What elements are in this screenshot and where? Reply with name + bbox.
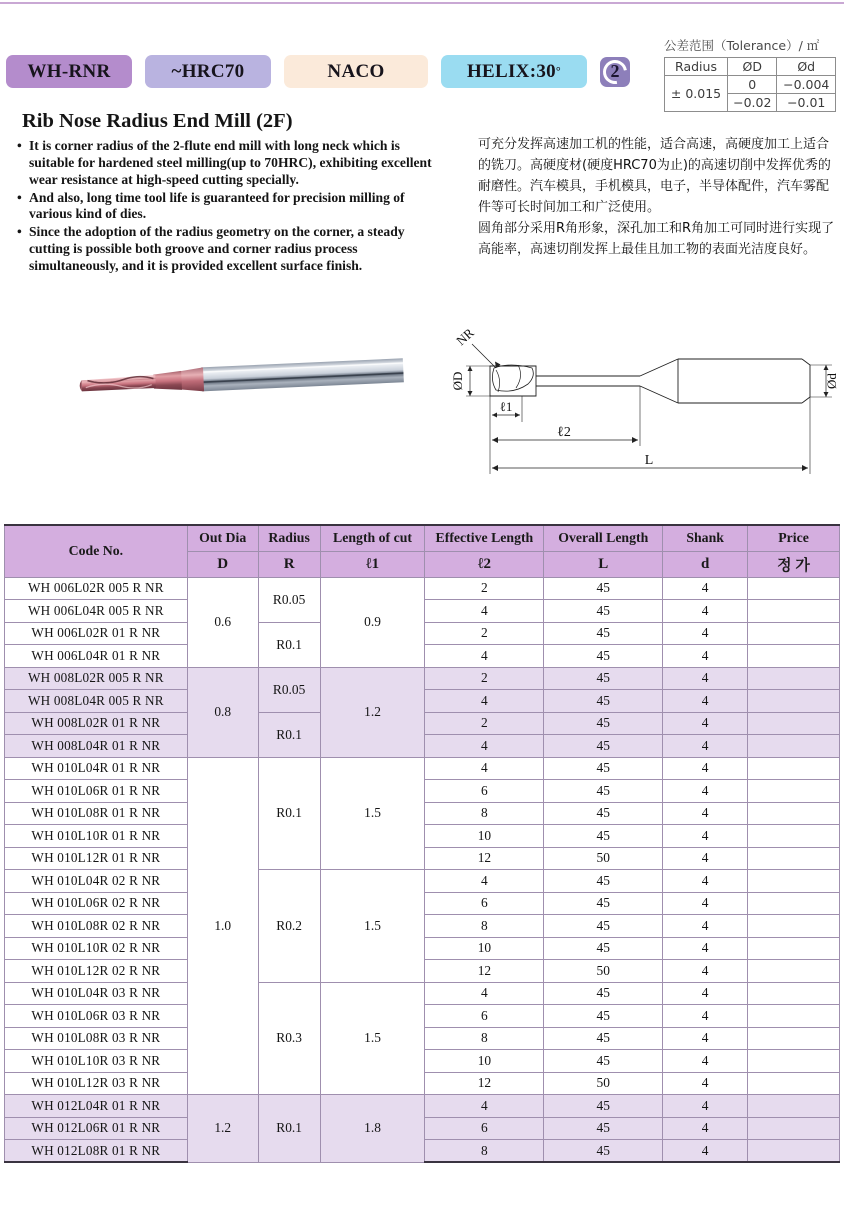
cell-price	[748, 870, 840, 893]
cell-code-no: WH 010L04R 01 R NR	[5, 757, 188, 780]
cell-overall-length: 45	[544, 735, 663, 758]
cell-effective-length: 12	[425, 1072, 544, 1095]
cell-radius: R0.3	[258, 982, 320, 1095]
cell-effective-length: 12	[425, 960, 544, 983]
cell-overall-length: 45	[544, 667, 663, 690]
cell-overall-length: 45	[544, 825, 663, 848]
cell-code-no: WH 010L04R 02 R NR	[5, 870, 188, 893]
cell-effective-length: 2	[425, 667, 544, 690]
list-item: • It is corner radius of the 2-flute end mill with long neck which is suitable for hardened steel milling(up to 70HRC), exhibiting excellent wear resistance at high-speed cutting specially.	[29, 138, 437, 189]
cell-price	[748, 667, 840, 690]
cell-shank: 4	[663, 1117, 748, 1140]
cell-code-no: WH 010L08R 03 R NR	[5, 1027, 188, 1050]
cell-code-no: WH 012L06R 01 R NR	[5, 1117, 188, 1140]
cell-length-of-cut: 1.2	[320, 667, 425, 757]
cell-overall-length: 45	[544, 1095, 663, 1118]
dim-label-od-small: Ød	[824, 373, 839, 389]
dim-label-nr: NR	[453, 325, 477, 349]
cell-shank: 4	[663, 937, 748, 960]
feature-list	[12, 138, 437, 276]
tolerance-caption: 公差范围（Tolerance）/ ㎡	[664, 38, 820, 53]
tolerance-od-lower: −0.02	[728, 94, 777, 112]
cell-overall-length: 45	[544, 802, 663, 825]
cell-radius: R0.1	[258, 712, 320, 757]
cell-price	[748, 600, 840, 623]
degree-symbol: °	[555, 64, 562, 78]
cell-price	[748, 622, 840, 645]
cell-shank: 4	[663, 1005, 748, 1028]
list-item: • And also, long time tool life is guaranteed for precision milling of various kind of dies.	[29, 190, 437, 224]
technical-drawing	[444, 318, 840, 508]
cell-effective-length: 8	[425, 915, 544, 938]
table-row	[5, 667, 840, 690]
cell-code-no: WH 010L10R 03 R NR	[5, 1050, 188, 1073]
cell-overall-length: 45	[544, 1050, 663, 1073]
cell-effective-length: 10	[425, 937, 544, 960]
cell-price	[748, 780, 840, 803]
tolerance-header-od: ØD	[728, 58, 777, 76]
cell-price	[748, 1050, 840, 1073]
cell-price	[748, 1117, 840, 1140]
cell-out-dia: 1.2	[187, 1095, 258, 1163]
tolerance-table	[664, 57, 836, 112]
cell-shank: 4	[663, 667, 748, 690]
cell-overall-length: 45	[544, 577, 663, 600]
cell-overall-length: 45	[544, 690, 663, 713]
table-row	[665, 58, 836, 76]
cell-price	[748, 577, 840, 600]
cell-price	[748, 1072, 840, 1095]
cell-effective-length: 6	[425, 1117, 544, 1140]
cell-shank: 4	[663, 1140, 748, 1163]
cell-effective-length: 2	[425, 577, 544, 600]
dim-label-l1: ℓ1	[499, 399, 513, 414]
cell-overall-length: 45	[544, 1027, 663, 1050]
cell-effective-length: 8	[425, 802, 544, 825]
cell-overall-length: 45	[544, 892, 663, 915]
cell-length-of-cut: 1.8	[320, 1095, 425, 1163]
cell-radius: R0.1	[258, 622, 320, 667]
cell-price	[748, 802, 840, 825]
cell-code-no: WH 010L10R 01 R NR	[5, 825, 188, 848]
cell-price	[748, 892, 840, 915]
cell-code-no: WH 010L08R 01 R NR	[5, 802, 188, 825]
page-title: Rib Nose Radius End Mill (2F)	[22, 110, 293, 132]
cell-overall-length: 45	[544, 982, 663, 1005]
cell-price	[748, 690, 840, 713]
cell-effective-length: 10	[425, 1050, 544, 1073]
col-symbol-l2: ℓ2	[425, 551, 544, 577]
cell-overall-length: 45	[544, 645, 663, 668]
cell-shank: 4	[663, 847, 748, 870]
table-row	[5, 870, 840, 893]
table-body	[5, 577, 840, 1162]
cell-overall-length: 45	[544, 1117, 663, 1140]
description-chinese	[478, 134, 840, 260]
cell-shank: 4	[663, 645, 748, 668]
cell-code-no: WH 006L02R 01 R NR	[5, 622, 188, 645]
cell-code-no: WH 012L08R 01 R NR	[5, 1140, 188, 1163]
table-row	[665, 76, 836, 94]
cell-effective-length: 4	[425, 870, 544, 893]
cell-effective-length: 6	[425, 1005, 544, 1028]
description-paragraph: 圆角部分采用R角形象，深孔加工和R角加工可同时进行实现了高能率，高速切削发挥上最佳且加工物的表面光洁度良好。	[478, 221, 835, 258]
badge-series: WH-RNR	[6, 55, 132, 88]
table-header	[5, 525, 840, 577]
col-header-out-dia: Out Dia	[187, 525, 258, 551]
cell-overall-length: 45	[544, 600, 663, 623]
cell-shank: 4	[663, 1050, 748, 1073]
cell-length-of-cut: 1.5	[320, 757, 425, 870]
cell-code-no: WH 008L04R 01 R NR	[5, 735, 188, 758]
specification-table	[4, 524, 840, 1163]
cell-shank: 4	[663, 690, 748, 713]
badge-helix	[441, 55, 587, 88]
cell-code-no: WH 006L04R 005 R NR	[5, 600, 188, 623]
tolerance-header-radius: Radius	[665, 58, 728, 76]
cell-radius: R0.2	[258, 870, 320, 983]
cell-shank: 4	[663, 600, 748, 623]
cell-overall-length: 45	[544, 712, 663, 735]
cell-overall-length: 50	[544, 960, 663, 983]
cell-shank: 4	[663, 802, 748, 825]
cell-code-no: WH 012L04R 01 R NR	[5, 1095, 188, 1118]
cell-out-dia: 0.6	[187, 577, 258, 667]
cell-code-no: WH 010L12R 03 R NR	[5, 1072, 188, 1095]
cell-length-of-cut: 1.5	[320, 870, 425, 983]
cell-out-dia: 0.8	[187, 667, 258, 757]
cell-code-no: WH 008L02R 01 R NR	[5, 712, 188, 735]
page-top-rule	[0, 2, 844, 4]
cell-out-dia: 1.0	[187, 757, 258, 1095]
cell-shank: 4	[663, 622, 748, 645]
badge-hardness: ~HRC70	[145, 55, 271, 88]
cell-code-no: WH 006L02R 005 R NR	[5, 577, 188, 600]
cell-shank: 4	[663, 915, 748, 938]
cell-price	[748, 982, 840, 1005]
col-symbol-d: D	[187, 551, 258, 577]
col-header-radius: Radius	[258, 525, 320, 551]
cell-price	[748, 757, 840, 780]
cell-price	[748, 1005, 840, 1028]
cell-radius: R0.1	[258, 1095, 320, 1163]
cell-code-no: WH 010L06R 02 R NR	[5, 892, 188, 915]
table-header-row-top	[5, 525, 840, 551]
cell-effective-length: 10	[425, 825, 544, 848]
cell-overall-length: 50	[544, 1072, 663, 1095]
cell-overall-length: 45	[544, 780, 663, 803]
table-row	[5, 982, 840, 1005]
table-row	[5, 577, 840, 600]
cell-shank: 4	[663, 825, 748, 848]
cell-price	[748, 1095, 840, 1118]
tolerance-block	[664, 36, 836, 112]
cell-shank: 4	[663, 870, 748, 893]
cell-overall-length: 50	[544, 847, 663, 870]
cell-effective-length: 8	[425, 1027, 544, 1050]
cell-shank: 4	[663, 892, 748, 915]
cell-price	[748, 937, 840, 960]
cell-code-no: WH 010L04R 03 R NR	[5, 982, 188, 1005]
cell-shank: 4	[663, 712, 748, 735]
cell-code-no: WH 006L04R 01 R NR	[5, 645, 188, 668]
cell-code-no: WH 008L02R 005 R NR	[5, 667, 188, 690]
col-symbol-d-shank: d	[663, 551, 748, 577]
cell-radius: R0.05	[258, 577, 320, 622]
cell-effective-length: 8	[425, 1140, 544, 1163]
tolerance-radius-value: ± 0.015	[665, 76, 728, 112]
cell-shank: 4	[663, 1072, 748, 1095]
cell-code-no: WH 010L12R 02 R NR	[5, 960, 188, 983]
cell-effective-length: 4	[425, 645, 544, 668]
cell-code-no: WH 010L12R 01 R NR	[5, 847, 188, 870]
col-header-length-of-cut: Length of cut	[320, 525, 425, 551]
cell-effective-length: 12	[425, 847, 544, 870]
col-header-code-no: Code No.	[5, 525, 188, 577]
tolerance-header-od-small: Ød	[777, 58, 836, 76]
cell-price	[748, 960, 840, 983]
dim-label-l2: ℓ2	[557, 425, 571, 440]
cell-price	[748, 712, 840, 735]
cell-code-no: WH 010L08R 02 R NR	[5, 915, 188, 938]
col-header-overall-length: Overall Length	[544, 525, 663, 551]
cell-price	[748, 735, 840, 758]
col-symbol-L: L	[544, 551, 663, 577]
cell-shank: 4	[663, 1095, 748, 1118]
cell-price	[748, 645, 840, 668]
cell-effective-length: 6	[425, 892, 544, 915]
cell-shank: 4	[663, 735, 748, 758]
tolerance-odsmall-lower: −0.01	[777, 94, 836, 112]
tolerance-od-upper: 0	[728, 76, 777, 94]
cell-price	[748, 1027, 840, 1050]
col-symbol-r: R	[258, 551, 320, 577]
cell-effective-length: 4	[425, 982, 544, 1005]
cell-effective-length: 2	[425, 622, 544, 645]
cell-shank: 4	[663, 982, 748, 1005]
col-symbol-price: 정 가	[748, 551, 840, 577]
product-photo	[62, 358, 404, 420]
cell-shank: 4	[663, 780, 748, 803]
cell-overall-length: 45	[544, 1140, 663, 1163]
cell-overall-length: 45	[544, 870, 663, 893]
dim-label-L: L	[644, 453, 654, 468]
cell-effective-length: 6	[425, 780, 544, 803]
badge-flute-count	[600, 57, 630, 87]
cell-price	[748, 847, 840, 870]
col-header-price: Price	[748, 525, 840, 551]
cell-radius: R0.1	[258, 757, 320, 870]
list-item: • Since the adoption of the radius geometry on the corner, a steady cutting is possible both groove and corner radius process simultaneously, and it is provided excellent surface finish.	[29, 224, 437, 275]
cell-shank: 4	[663, 757, 748, 780]
cell-overall-length: 45	[544, 622, 663, 645]
table-row	[5, 757, 840, 780]
cell-length-of-cut: 1.5	[320, 982, 425, 1095]
cell-overall-length: 45	[544, 1005, 663, 1028]
cell-code-no: WH 008L04R 005 R NR	[5, 690, 188, 713]
cell-overall-length: 45	[544, 757, 663, 780]
cell-code-no: WH 010L06R 03 R NR	[5, 1005, 188, 1028]
table-row	[5, 1095, 840, 1118]
product-badge-row	[6, 55, 630, 88]
cell-effective-length: 2	[425, 712, 544, 735]
cell-effective-length: 4	[425, 1095, 544, 1118]
cell-shank: 4	[663, 577, 748, 600]
dim-label-od: ØD	[450, 371, 465, 391]
cell-effective-length: 4	[425, 690, 544, 713]
col-header-effective-length: Effective Length	[425, 525, 544, 551]
cell-radius: R0.05	[258, 667, 320, 712]
cell-price	[748, 1140, 840, 1163]
col-symbol-l1: ℓ1	[320, 551, 425, 577]
badge-helix-label: HELIX:30	[466, 60, 556, 82]
tolerance-odsmall-upper: −0.004	[777, 76, 836, 94]
cell-effective-length: 4	[425, 600, 544, 623]
cell-price	[748, 915, 840, 938]
cell-shank: 4	[663, 1027, 748, 1050]
description-paragraph: 可充分发挥高速加工机的性能，适合高速，高硬度加工上适合的铣刀。高硬度材(硬度HRC70为止)的高速切削中发挥优秀的耐磨性。汽车模具，手机模具，电子，半导体配件，汽车雾配件等可长时间加工和广泛使用。	[478, 137, 831, 216]
cell-shank: 4	[663, 960, 748, 983]
cell-length-of-cut: 0.9	[320, 577, 425, 667]
cell-code-no: WH 010L10R 02 R NR	[5, 937, 188, 960]
cell-overall-length: 45	[544, 937, 663, 960]
cell-price	[748, 825, 840, 848]
badge-coating: NACO	[284, 55, 428, 88]
cell-code-no: WH 010L06R 01 R NR	[5, 780, 188, 803]
col-header-shank: Shank	[663, 525, 748, 551]
flute-count-value: 2	[610, 61, 620, 81]
cell-effective-length: 4	[425, 735, 544, 758]
cell-effective-length: 4	[425, 757, 544, 780]
cell-overall-length: 45	[544, 915, 663, 938]
